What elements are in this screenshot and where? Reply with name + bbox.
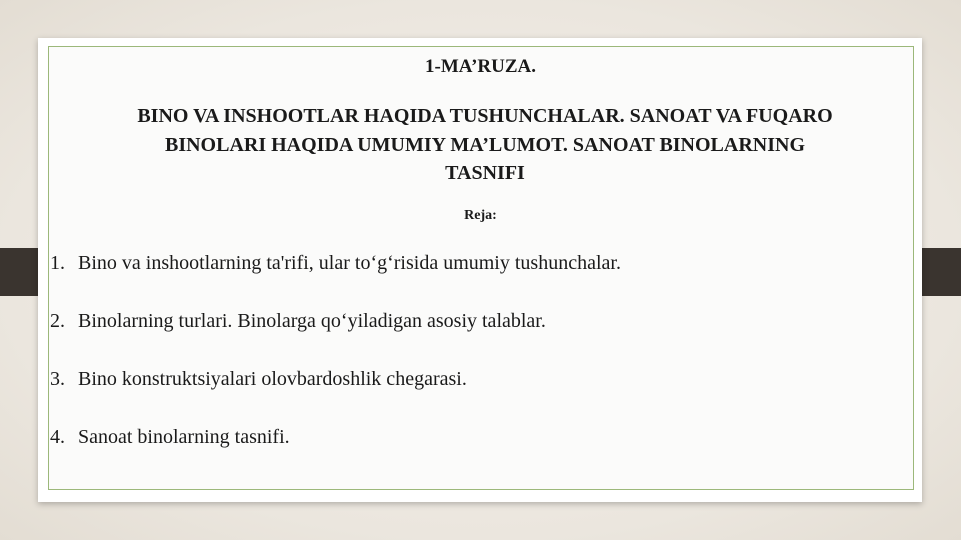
- plan-item-text: Binolarning turlari. Binolarga qo‘yiladigan asosiy talablar.: [78, 310, 546, 332]
- slide-title: [60, 102, 910, 188]
- plan-item-number: 3.: [50, 368, 65, 390]
- title-line-3: TASNIFI: [445, 162, 525, 184]
- title-line-2: BINOLARI HAQIDA UMUMIY MA’LUMOT. SANOAT BINOLARNING: [164, 133, 806, 156]
- plan-item-number: 1.: [50, 252, 65, 274]
- plan-item-number: 2.: [50, 310, 65, 332]
- plan-item-text: Bino konstruktsiyalari olovbardoshlik chegarasi.: [78, 368, 467, 390]
- plan-item-number: 4.: [50, 426, 65, 448]
- plan-item-text: Sanoat binolarning tasnifi.: [78, 426, 290, 448]
- title-line-1: BINO VA INSHOOTLAR HAQIDA TUSHUNCHALAR. SANOAT VA FUQARO: [137, 105, 833, 127]
- plan-item-text: Bino va inshootlarning ta'rifi, ular to‘g‘risida umumiy tushunchalar.: [78, 252, 621, 274]
- plan-heading: Reja:: [464, 208, 497, 223]
- lecture-number: 1-MA’RUZA.: [425, 56, 536, 77]
